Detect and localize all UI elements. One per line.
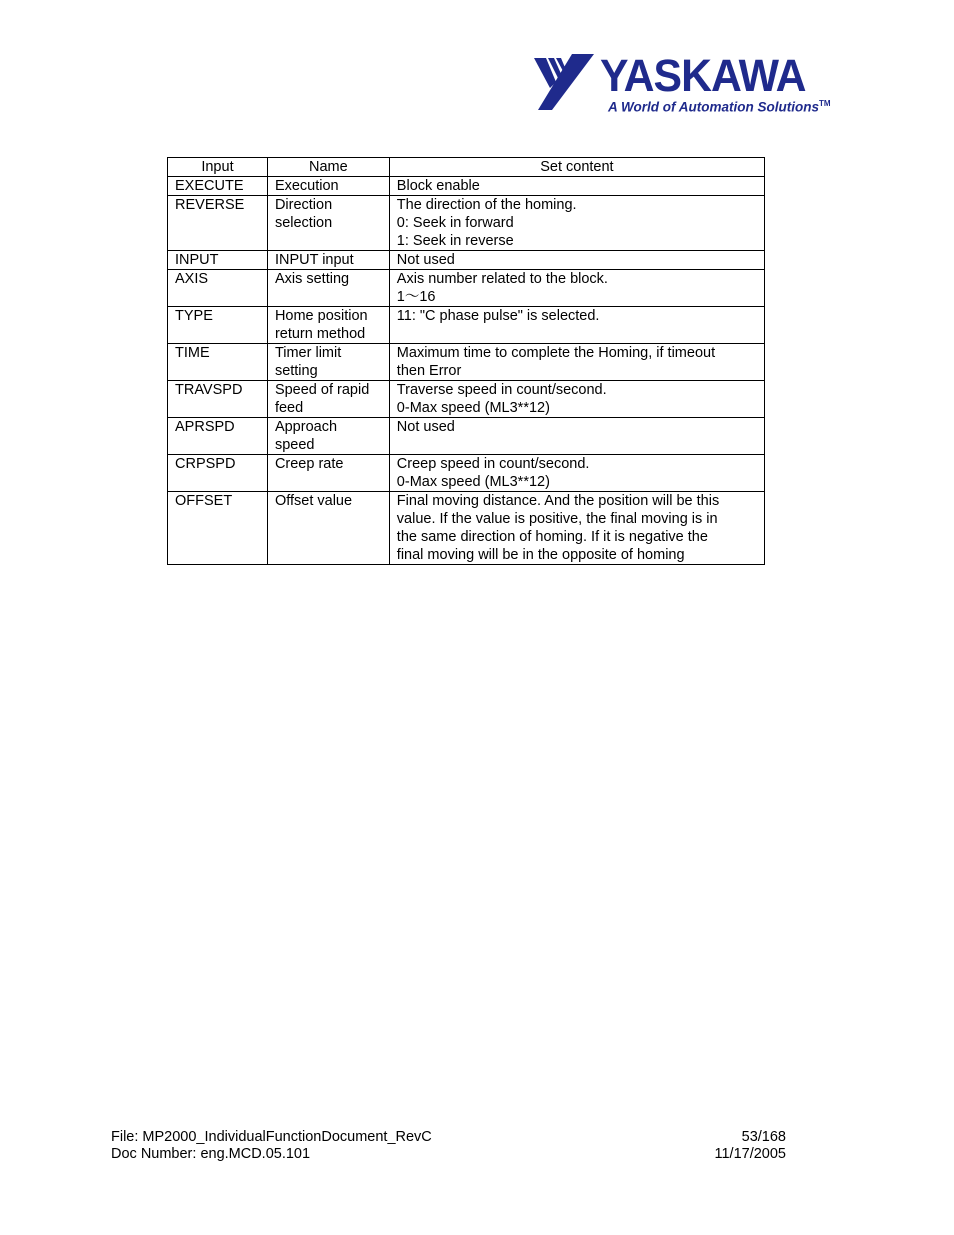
cell-set-content-line: Final moving distance. And the position will be this [396, 493, 720, 509]
cell-input: AXIS [168, 270, 268, 307]
cell-set-content [389, 418, 764, 455]
cell-input: INPUT [168, 251, 268, 270]
cell-name-line: setting [274, 363, 318, 379]
cell-input: CRPSPD [168, 455, 268, 492]
cell-name-line: Offset value [274, 493, 353, 509]
cell-set-content-line: The direction of the homing. [396, 197, 577, 213]
cell-set-content [389, 455, 764, 492]
cell-input: EXECUTE [168, 177, 268, 196]
cell-set-content-line: Block enable [396, 178, 480, 194]
cell-name-line: Timer limit [274, 345, 342, 361]
table-row [168, 251, 765, 270]
cell-name [267, 307, 389, 344]
cell-set-content-line: 0-Max speed (ML3**12) [396, 474, 550, 490]
cell-input: TIME [168, 344, 268, 381]
cell-name [267, 177, 389, 196]
cell-name-line: Axis setting [274, 271, 350, 287]
yaskawa-logo [532, 50, 831, 118]
cell-set-content-line: 0-Max speed (ML3**12) [396, 400, 550, 416]
page-footer [111, 1129, 786, 1163]
cell-name-line: Execution [274, 178, 339, 194]
footer-doc-number: Doc Number: eng.MCD.05.101 [111, 1146, 311, 1162]
cell-name-line: Home position [274, 308, 368, 324]
trademark-mark: TM [818, 99, 831, 108]
cell-set-content-line: Not used [396, 419, 455, 435]
table-row [168, 381, 765, 418]
yaskawa-logo-mark-icon [532, 52, 598, 112]
cell-set-content-line: value. If the value is positive, the final moving is in [396, 511, 718, 527]
table-row [168, 270, 765, 307]
cell-input: REVERSE [168, 196, 268, 251]
footer-file: File: MP2000_IndividualFunctionDocument_RevC [111, 1129, 432, 1145]
cell-name [267, 196, 389, 251]
cell-name [267, 381, 389, 418]
logo-tagline: A World of Automation Solutions™ [608, 99, 831, 115]
cell-name-line: Creep rate [274, 456, 344, 472]
table-row [168, 177, 765, 196]
cell-input: TRAVSPD [168, 381, 268, 418]
cell-name-line: Speed of rapid [274, 382, 370, 398]
footer-date: 11/17/2005 [714, 1146, 786, 1162]
cell-set-content-line: 11: "C phase pulse" is selected. [396, 308, 600, 324]
cell-set-content [389, 251, 764, 270]
parameter-table [167, 157, 765, 565]
cell-name-line: selection [274, 215, 333, 231]
header-input: Input [168, 158, 268, 177]
cell-name-line: Approach [274, 419, 338, 435]
table-row [168, 455, 765, 492]
table-row [168, 344, 765, 381]
cell-set-content-line: Maximum time to complete the Homing, if timeout [396, 345, 716, 361]
footer-page-number: 53/168 [741, 1129, 786, 1145]
cell-set-content [389, 381, 764, 418]
cell-set-content-line: 1: Seek in reverse [396, 233, 514, 249]
cell-set-content-line: Axis number related to the block. [396, 271, 608, 287]
cell-name [267, 251, 389, 270]
cell-set-content-line: Not used [396, 252, 455, 268]
cell-set-content-line: 1〜16 [396, 289, 436, 305]
cell-input: TYPE [168, 307, 268, 344]
cell-set-content-line: final moving will be in the opposite of homing [396, 547, 685, 563]
cell-name-line: feed [274, 400, 304, 416]
cell-set-content [389, 270, 764, 307]
logo-wordmark: YASKAWA [600, 50, 806, 101]
table-row [168, 418, 765, 455]
cell-set-content-line: then Error [396, 363, 462, 379]
cell-name [267, 344, 389, 381]
cell-name [267, 418, 389, 455]
cell-input: OFFSET [168, 492, 268, 565]
cell-set-content [389, 307, 764, 344]
table-row [168, 307, 765, 344]
table-row [168, 492, 765, 565]
cell-set-content-line: Traverse speed in count/second. [396, 382, 607, 398]
cell-set-content [389, 196, 764, 251]
cell-set-content-line: 0: Seek in forward [396, 215, 514, 231]
cell-name-line: speed [274, 437, 315, 453]
header-set-content: Set content [389, 158, 764, 177]
cell-name [267, 270, 389, 307]
cell-name [267, 492, 389, 565]
cell-set-content-line: the same direction of homing. If it is negative the [396, 529, 708, 545]
cell-set-content [389, 344, 764, 381]
table-row [168, 196, 765, 251]
table-header-row [168, 158, 765, 177]
cell-name-line: INPUT input [274, 252, 354, 268]
cell-name-line: return method [274, 326, 366, 342]
cell-set-content [389, 177, 764, 196]
cell-set-content [389, 492, 764, 565]
cell-name [267, 455, 389, 492]
cell-input: APRSPD [168, 418, 268, 455]
cell-name-line: Direction [274, 197, 333, 213]
header-name: Name [267, 158, 389, 177]
cell-set-content-line: Creep speed in count/second. [396, 456, 590, 472]
